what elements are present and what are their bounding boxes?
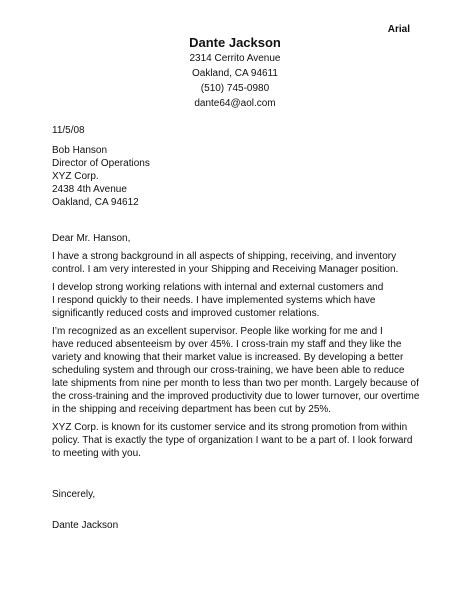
- paragraph-line: XYZ Corp. is known for its customer service and its strong promotion from within: [52, 422, 408, 433]
- paragraph-line: I respond quickly to their needs. I have implemented systems which have: [52, 295, 376, 306]
- letter-body: [52, 232, 432, 465]
- recipient-name: Bob Hanson: [52, 145, 108, 156]
- sender-name: Dante Jackson: [189, 35, 281, 50]
- sender-email: dante64@aol.com: [194, 98, 276, 109]
- recipient-city: Oakland, CA 94612: [52, 197, 139, 208]
- paragraph-line: I develop strong working relations with internal and external customers and: [52, 282, 384, 293]
- paragraph-line: control. I am very interested in your Shipping and Receiving Manager position.: [52, 264, 399, 275]
- salutation: Dear Mr. Hanson,: [52, 233, 131, 244]
- paragraph-line: have reduced absenteeism by over 45%. I cross-train my staff and they like the: [52, 339, 402, 350]
- letterhead: [0, 34, 470, 111]
- paragraph-line: I’m recognized as an excellent supervisor. People like working for me and I: [52, 326, 383, 337]
- sender-city: Oakland, CA 94611: [192, 68, 278, 79]
- paragraph-line: variety and knowing that their market value is increased. By developing a better: [52, 352, 404, 363]
- paragraph-line: late shipments from nine per month to less than two per month. Largely because of: [52, 378, 419, 389]
- recipient-block: [52, 144, 150, 209]
- paragraph-4: [52, 421, 432, 460]
- paragraph-line: in the shipping and receiving department has been cut by 25%.: [52, 404, 332, 415]
- signature-name: Dante Jackson: [52, 520, 119, 531]
- closing: Sincerely,: [52, 489, 96, 500]
- paragraph-3: [52, 325, 432, 416]
- recipient-street: 2438 4th Avenue: [52, 184, 127, 195]
- paragraph-line: I have a strong background in all aspects of shipping, receiving, and inventory: [52, 251, 397, 262]
- paragraph-line: policy. That is exactly the type of organization I want to be a part of. I look forward: [52, 435, 413, 446]
- paragraph-1: [52, 250, 432, 276]
- font-label: Arial: [387, 24, 410, 35]
- sender-phone: (510) 745-0980: [200, 83, 270, 94]
- letter-date: 11/5/08: [52, 125, 85, 136]
- paragraph-2: [52, 281, 432, 320]
- paragraph-line: significantly reduced costs and improved customer relations.: [52, 308, 320, 319]
- recipient-title: Director of Operations: [52, 158, 150, 169]
- recipient-company: XYZ Corp.: [52, 171, 99, 182]
- paragraph-line: scheduling system and through our cross-training, we have been able to reduce: [52, 365, 405, 376]
- paragraph-line: the cross-training and the improved productivity due to lower turnover, our overtime: [52, 391, 420, 402]
- paragraph-line: to meeting with you.: [52, 448, 141, 459]
- sender-street: 2314 Cerrito Avenue: [189, 53, 281, 64]
